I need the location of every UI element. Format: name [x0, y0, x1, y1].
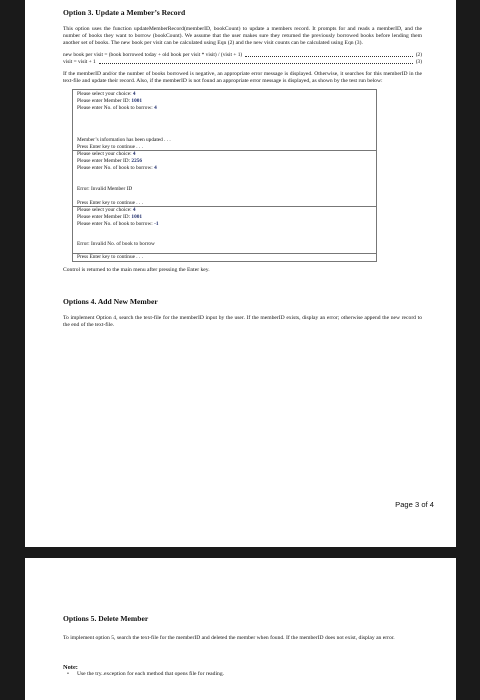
- run-continue-prompt: Press Enter key to continue . . .: [77, 199, 143, 206]
- option4-body: To implement Option 4, search the text-file for the memberID input by the user. If the memberID exists, display an error; otherwise append the new record to the end of the text-file.: [63, 314, 422, 328]
- equation-2-text: new book per visit = (book borrowed today + old book per visit * visit) / (visit + 1): [63, 51, 243, 58]
- note-bullet: [63, 671, 422, 677]
- equation-2-number: (2): [415, 51, 422, 58]
- option4-heading: Options 4. Add New Member: [63, 296, 158, 306]
- run-line: Please enter Member ID: 2256: [77, 157, 143, 164]
- document-page-4: [25, 558, 456, 700]
- option5-body: To implement option 5, search the text-file for the memberID and deleted the member when found. If the memberID does not exist, display an error.: [63, 635, 395, 641]
- option3-heading: Option 3. Update a Member’s Record: [63, 8, 186, 17]
- option3-error-paragraph: If the memberID and/or the number of books borrowed is negative, an appropriate error message is displayed. Otherwise, it searches for this memberID in the text-file and update their record. Also, if the memberID is not found an appropriate error message is displayed, as shown by the test run below:: [63, 71, 422, 85]
- option3-intro: This option uses the function updateMemberRecord(memberID, bookCount) to update a members record. It prompts for and reads a memberID, and the number of books they want to borrow (bookCount). We assume that the user makes sure they returned the previously borrowed books before lending them another set of books. The new book per visit can be calculated using Eqn (2) and the new visit counts can be calculated using Eqn (3).: [63, 26, 422, 47]
- test-run-box: [72, 89, 377, 262]
- equation-3-number: (3): [415, 58, 422, 65]
- run-line: Please select your choice: 4: [77, 91, 136, 98]
- run-line: Please enter No. of book to borrow: 4: [77, 104, 157, 111]
- run-line: Please enter Member ID: 1001: [77, 98, 143, 105]
- option3-after-run: Control is returned to the main menu after pressing the Enter key.: [63, 267, 210, 274]
- run-line: Please enter No. of book to borrow: 4: [77, 164, 157, 171]
- note-item-text: Use the try..exception for each method that opens file for reading.: [76, 671, 225, 678]
- run-line: Please select your choice: 4: [77, 207, 136, 214]
- run-continue-prompt: Press Enter key to continue . . .: [77, 253, 143, 260]
- bullet-icon: •: [67, 671, 69, 678]
- run-line: Please select your choice: 4: [77, 151, 136, 158]
- equation-3: [63, 59, 422, 66]
- equation-2: [63, 52, 422, 59]
- option5-heading: Options 5. Delete Member: [63, 614, 149, 623]
- note-label: Note:: [63, 664, 78, 672]
- page-number: Page 3 of 4: [395, 500, 434, 509]
- equation-3-text: visit = visit + 1: [63, 58, 96, 65]
- document-page-3: [25, 0, 456, 547]
- run-error-books: Error: Invalid No. of book to borrow: [77, 241, 155, 248]
- run-error-member: Error: Invalid Member ID: [77, 186, 133, 193]
- run-line: Please enter Member ID: 1001: [77, 213, 143, 220]
- run-continue-prompt: Press Enter key to continue . . .: [77, 143, 143, 150]
- run-updated-message: Member’s information has been updated . . .: [77, 137, 171, 144]
- run-line: Please enter No. of book to borrow: -1: [77, 220, 159, 227]
